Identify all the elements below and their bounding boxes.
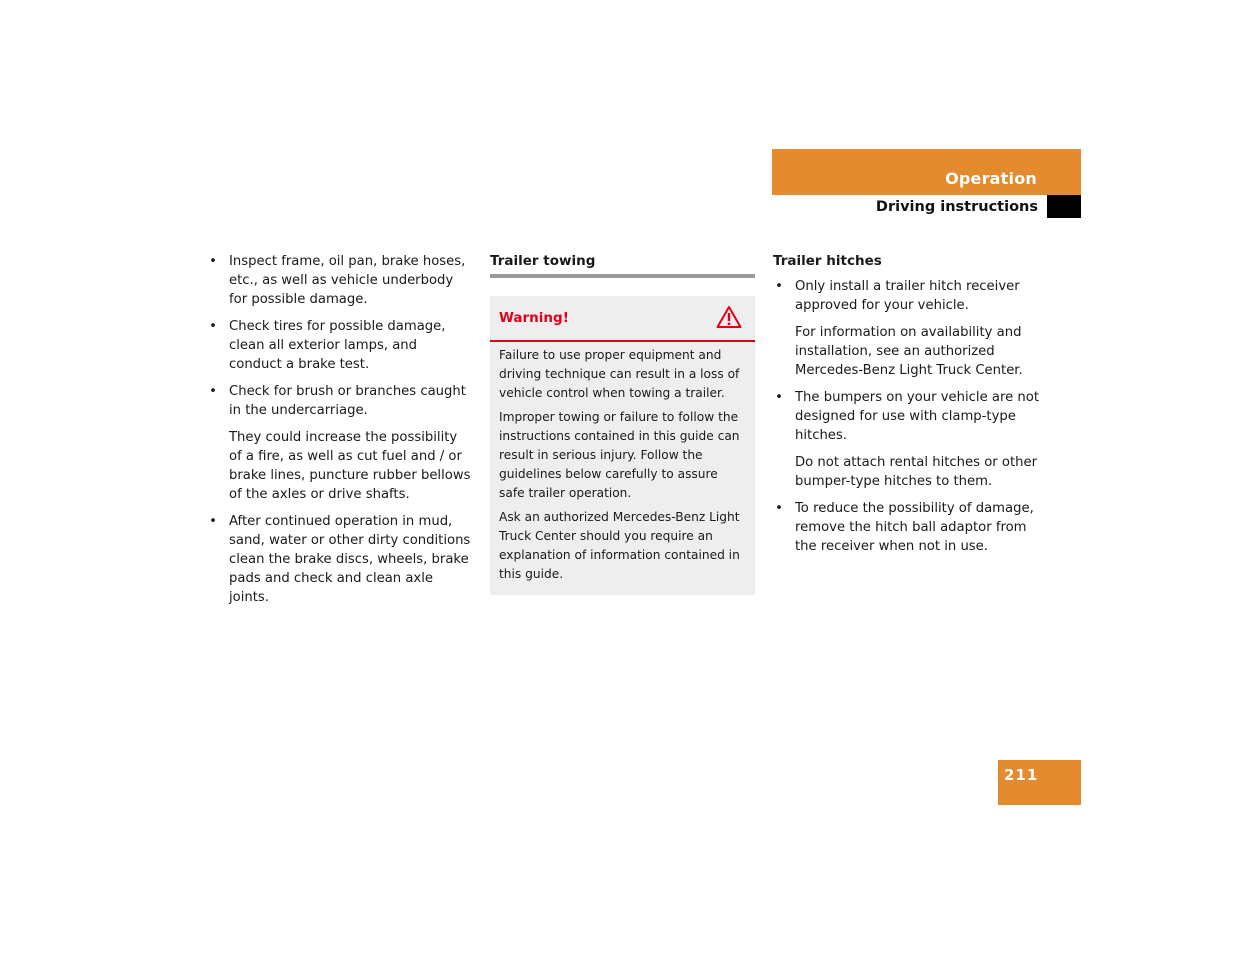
list-item-text: Inspect frame, oil pan, brake hoses, etc., as well as vehicle underbody for possible damage. [229, 254, 466, 307]
page-number-box [998, 760, 1081, 805]
trailer-towing-heading: Trailer towing [490, 252, 755, 278]
warning-box [490, 296, 755, 595]
list-item [207, 317, 473, 374]
left-bullet-list [207, 252, 473, 607]
bullet-icon: • [775, 501, 783, 516]
list-item-text: The bumpers on your vehicle are not designed for use with clamp-type hitches. [795, 390, 1040, 443]
list-item [773, 499, 1043, 556]
subsection-title: Driving instructions [875, 199, 1038, 215]
trailer-hitches-heading: Trailer hitches [773, 253, 882, 269]
bullet-icon: • [775, 279, 783, 294]
right-bullet-list [773, 277, 1043, 556]
left-column [207, 252, 473, 615]
middle-column [490, 252, 755, 595]
list-item-note: They could increase the possibility of a fire, as well as cut fuel and / or brake lines, puncture rubber bellows of the axles or drive shafts. [229, 430, 471, 502]
warning-header [490, 296, 755, 342]
warning-title: Warning! [499, 310, 569, 326]
section-title: Operation [945, 169, 1037, 188]
warning-paragraph: Failure to use proper equipment and driving technique can result in a loss of vehicle control when towing a trailer. [499, 348, 740, 400]
list-item-text: Check tires for possible damage, clean all exterior lamps, and conduct a brake test. [229, 319, 446, 372]
section-header-band [772, 149, 1081, 195]
thumb-index-tab [1047, 195, 1081, 218]
list-item-text: After continued operation in mud, sand, water or other dirty conditions clean the brake discs, wheels, brake pads and check and clean axle joints. [229, 514, 471, 605]
bullet-icon: • [775, 390, 783, 405]
page-number: 211 [1004, 766, 1039, 784]
warning-paragraph: Ask an authorized Mercedes-Benz Light Truck Center should you require an explanation of information contained in this guide. [499, 510, 740, 581]
bullet-icon: • [209, 384, 217, 399]
bullet-icon: • [209, 514, 217, 529]
list-item-text: To reduce the possibility of damage, remove the hitch ball adaptor from the receiver when not in use. [795, 501, 1034, 554]
right-column [773, 252, 1043, 564]
warning-body [490, 342, 755, 595]
list-item-text: Only install a trailer hitch receiver approved for your vehicle. [795, 279, 1020, 313]
list-item-note: Do not attach rental hitches or other bumper-type hitches to them. [795, 455, 1038, 489]
warning-triangle-icon [716, 305, 742, 329]
list-item-note: For information on availability and installation, see an authorized Mercedes-Benz Light Truck Center. [795, 325, 1023, 378]
list-item [207, 252, 473, 309]
bullet-icon: • [209, 254, 217, 269]
list-item [207, 512, 473, 607]
list-item [773, 277, 1043, 380]
list-item [207, 382, 473, 504]
warning-paragraph: Improper towing or failure to follow the instructions contained in this guide can result in serious injury. Follow the guidelines below carefully to assure safe trailer operation. [499, 410, 740, 500]
list-item-text: Check for brush or branches caught in the undercarriage. [229, 384, 466, 418]
list-item [773, 388, 1043, 491]
bullet-icon: • [209, 319, 217, 334]
